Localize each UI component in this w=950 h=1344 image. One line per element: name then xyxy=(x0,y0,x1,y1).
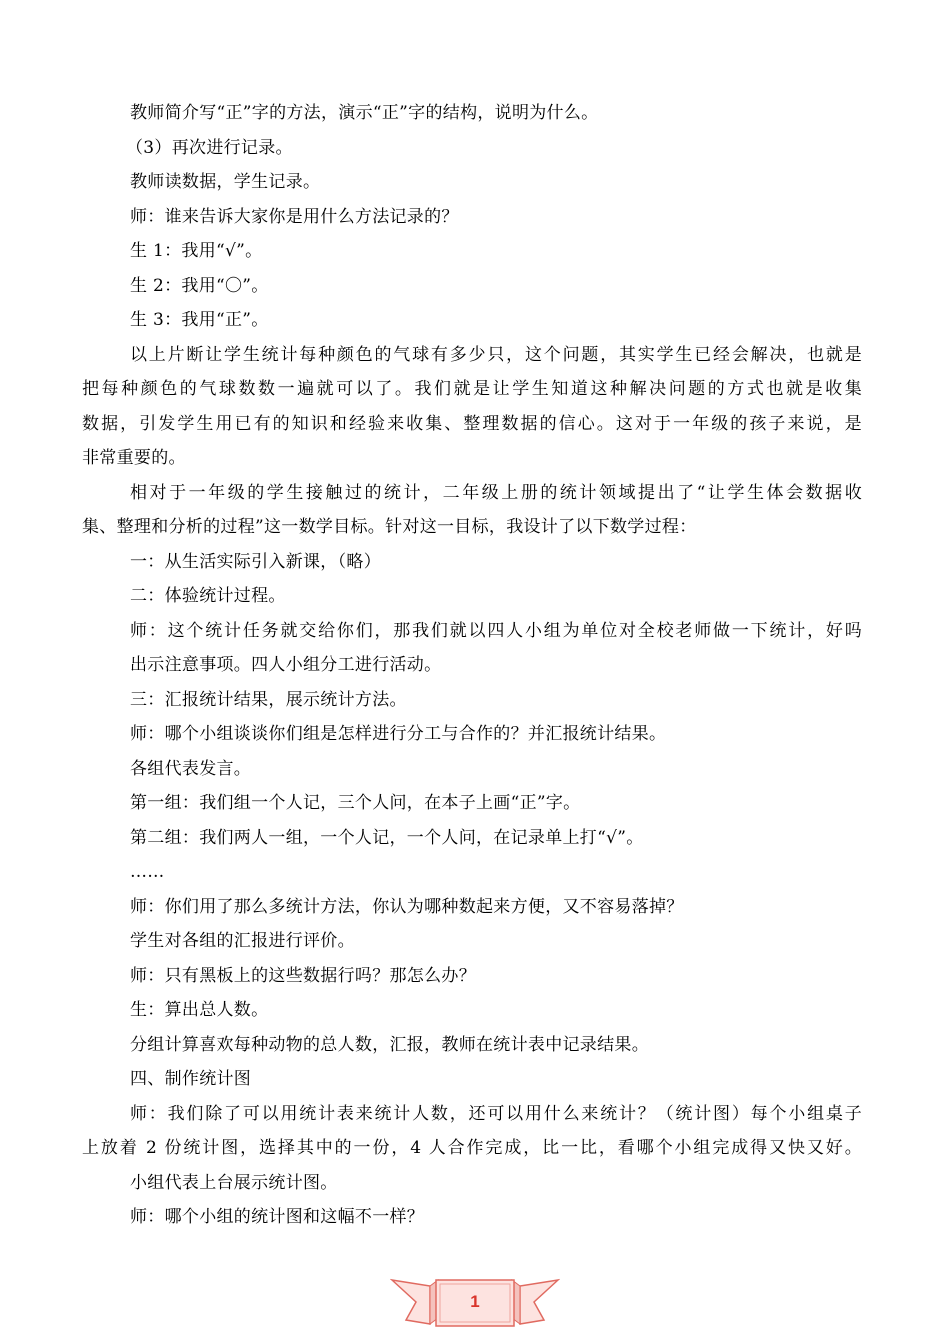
paragraph-line: 教师简介写“正”字的方法，演示“正”字的结构，说明为什么。 xyxy=(130,103,599,123)
paragraph-line: …… xyxy=(130,862,165,882)
page-number: 1 xyxy=(470,1292,480,1311)
page-footer xyxy=(390,1270,560,1336)
paragraph-line: 上放着 2 份统计图，选择其中的一份，4 人合作完成，比一比，看哪个小组完成得又快又好。 xyxy=(82,1138,862,1158)
paragraph-line: 集、整理和分析的过程”这一数学目标。针对这一目标，我设计了以下数学过程： xyxy=(82,517,697,537)
paragraph-line: 数据，引发学生用已有的知识和经验来收集、整理数据的信心。这对于一年级的孩子来说，是 xyxy=(82,413,862,434)
paragraph-line: 分组计算喜欢每种动物的总人数，汇报，教师在统计表中记录结果。 xyxy=(130,1034,649,1055)
paragraph-line: 各组代表发言。 xyxy=(130,758,252,779)
paragraph-line: 师：只有黑板上的这些数据行吗？那怎么办？ xyxy=(130,965,476,986)
document-body xyxy=(82,96,862,1235)
paragraph-line: 师：这个统计任务就交给你们，那我们就以四人小组为单位对全校老师做一下统计，好吗 xyxy=(130,620,862,641)
paragraph-line: 学生对各组的汇报进行评价。 xyxy=(130,931,355,951)
paragraph-line: 第二组：我们两人一组，一个人记，一个人问，在记录单上打“√”。 xyxy=(130,827,644,848)
paragraph-line: 四、制作统计图 xyxy=(130,1069,252,1089)
paragraph-line: 师：我们除了可以用统计表来统计人数，还可以用什么来统计？（统计图）每个小组桌子 xyxy=(130,1103,862,1124)
paragraph-line: 出示注意事项。四人小组分工进行活动。 xyxy=(130,655,442,675)
paragraph-line: 非常重要的。 xyxy=(82,448,186,468)
paragraph-line: 生 3：我用“正”。 xyxy=(130,310,269,330)
paragraph-line: 师：谁来告诉大家你是用什么方法记录的？ xyxy=(130,206,459,227)
paragraph-line: 生：算出总人数。 xyxy=(130,1000,269,1020)
paragraph-line: 第一组：我们组一个人记，三个人问，在本子上画“正”字。 xyxy=(130,793,581,813)
paragraph-line: 小组代表上台展示统计图。 xyxy=(130,1172,338,1193)
paragraph-line: （3）再次进行记录。 xyxy=(126,137,293,158)
paragraph-line: 三：汇报统计结果，展示统计方法。 xyxy=(130,689,407,710)
paragraph-line: 师：哪个小组谈谈你们组是怎样进行分工与合作的？并汇报统计结果。 xyxy=(130,724,667,744)
paragraph-line: 一：从生活实际引入新课，（略） xyxy=(130,551,381,572)
paragraph-line: 以上片断让学生统计每种颜色的气球有多少只，这个问题，其实学生已经会解决，也就是 xyxy=(130,344,862,365)
paragraph-line: 把每种颜色的气球数数一遍就可以了。我们就是让学生知道这种解决问题的方式也就是收集 xyxy=(82,379,862,399)
paragraph-line: 教师读数据，学生记录。 xyxy=(130,172,321,192)
paragraph-line: 生 2：我用“〇”。 xyxy=(130,275,269,296)
paragraph-line: 二：体验统计过程。 xyxy=(130,586,286,606)
paragraph-line: 师：哪个小组的统计图和这幅不一样？ xyxy=(130,1207,425,1227)
paragraph-line: 生 1：我用“√”。 xyxy=(130,241,263,261)
paragraph-line: 师：你们用了那么多统计方法，你认为哪种数起来方便，又不容易落掉？ xyxy=(130,896,684,917)
paragraph-line: 相对于一年级的学生接触过的统计，二年级上册的统计领域提出了“让学生体会数据收 xyxy=(130,482,862,503)
